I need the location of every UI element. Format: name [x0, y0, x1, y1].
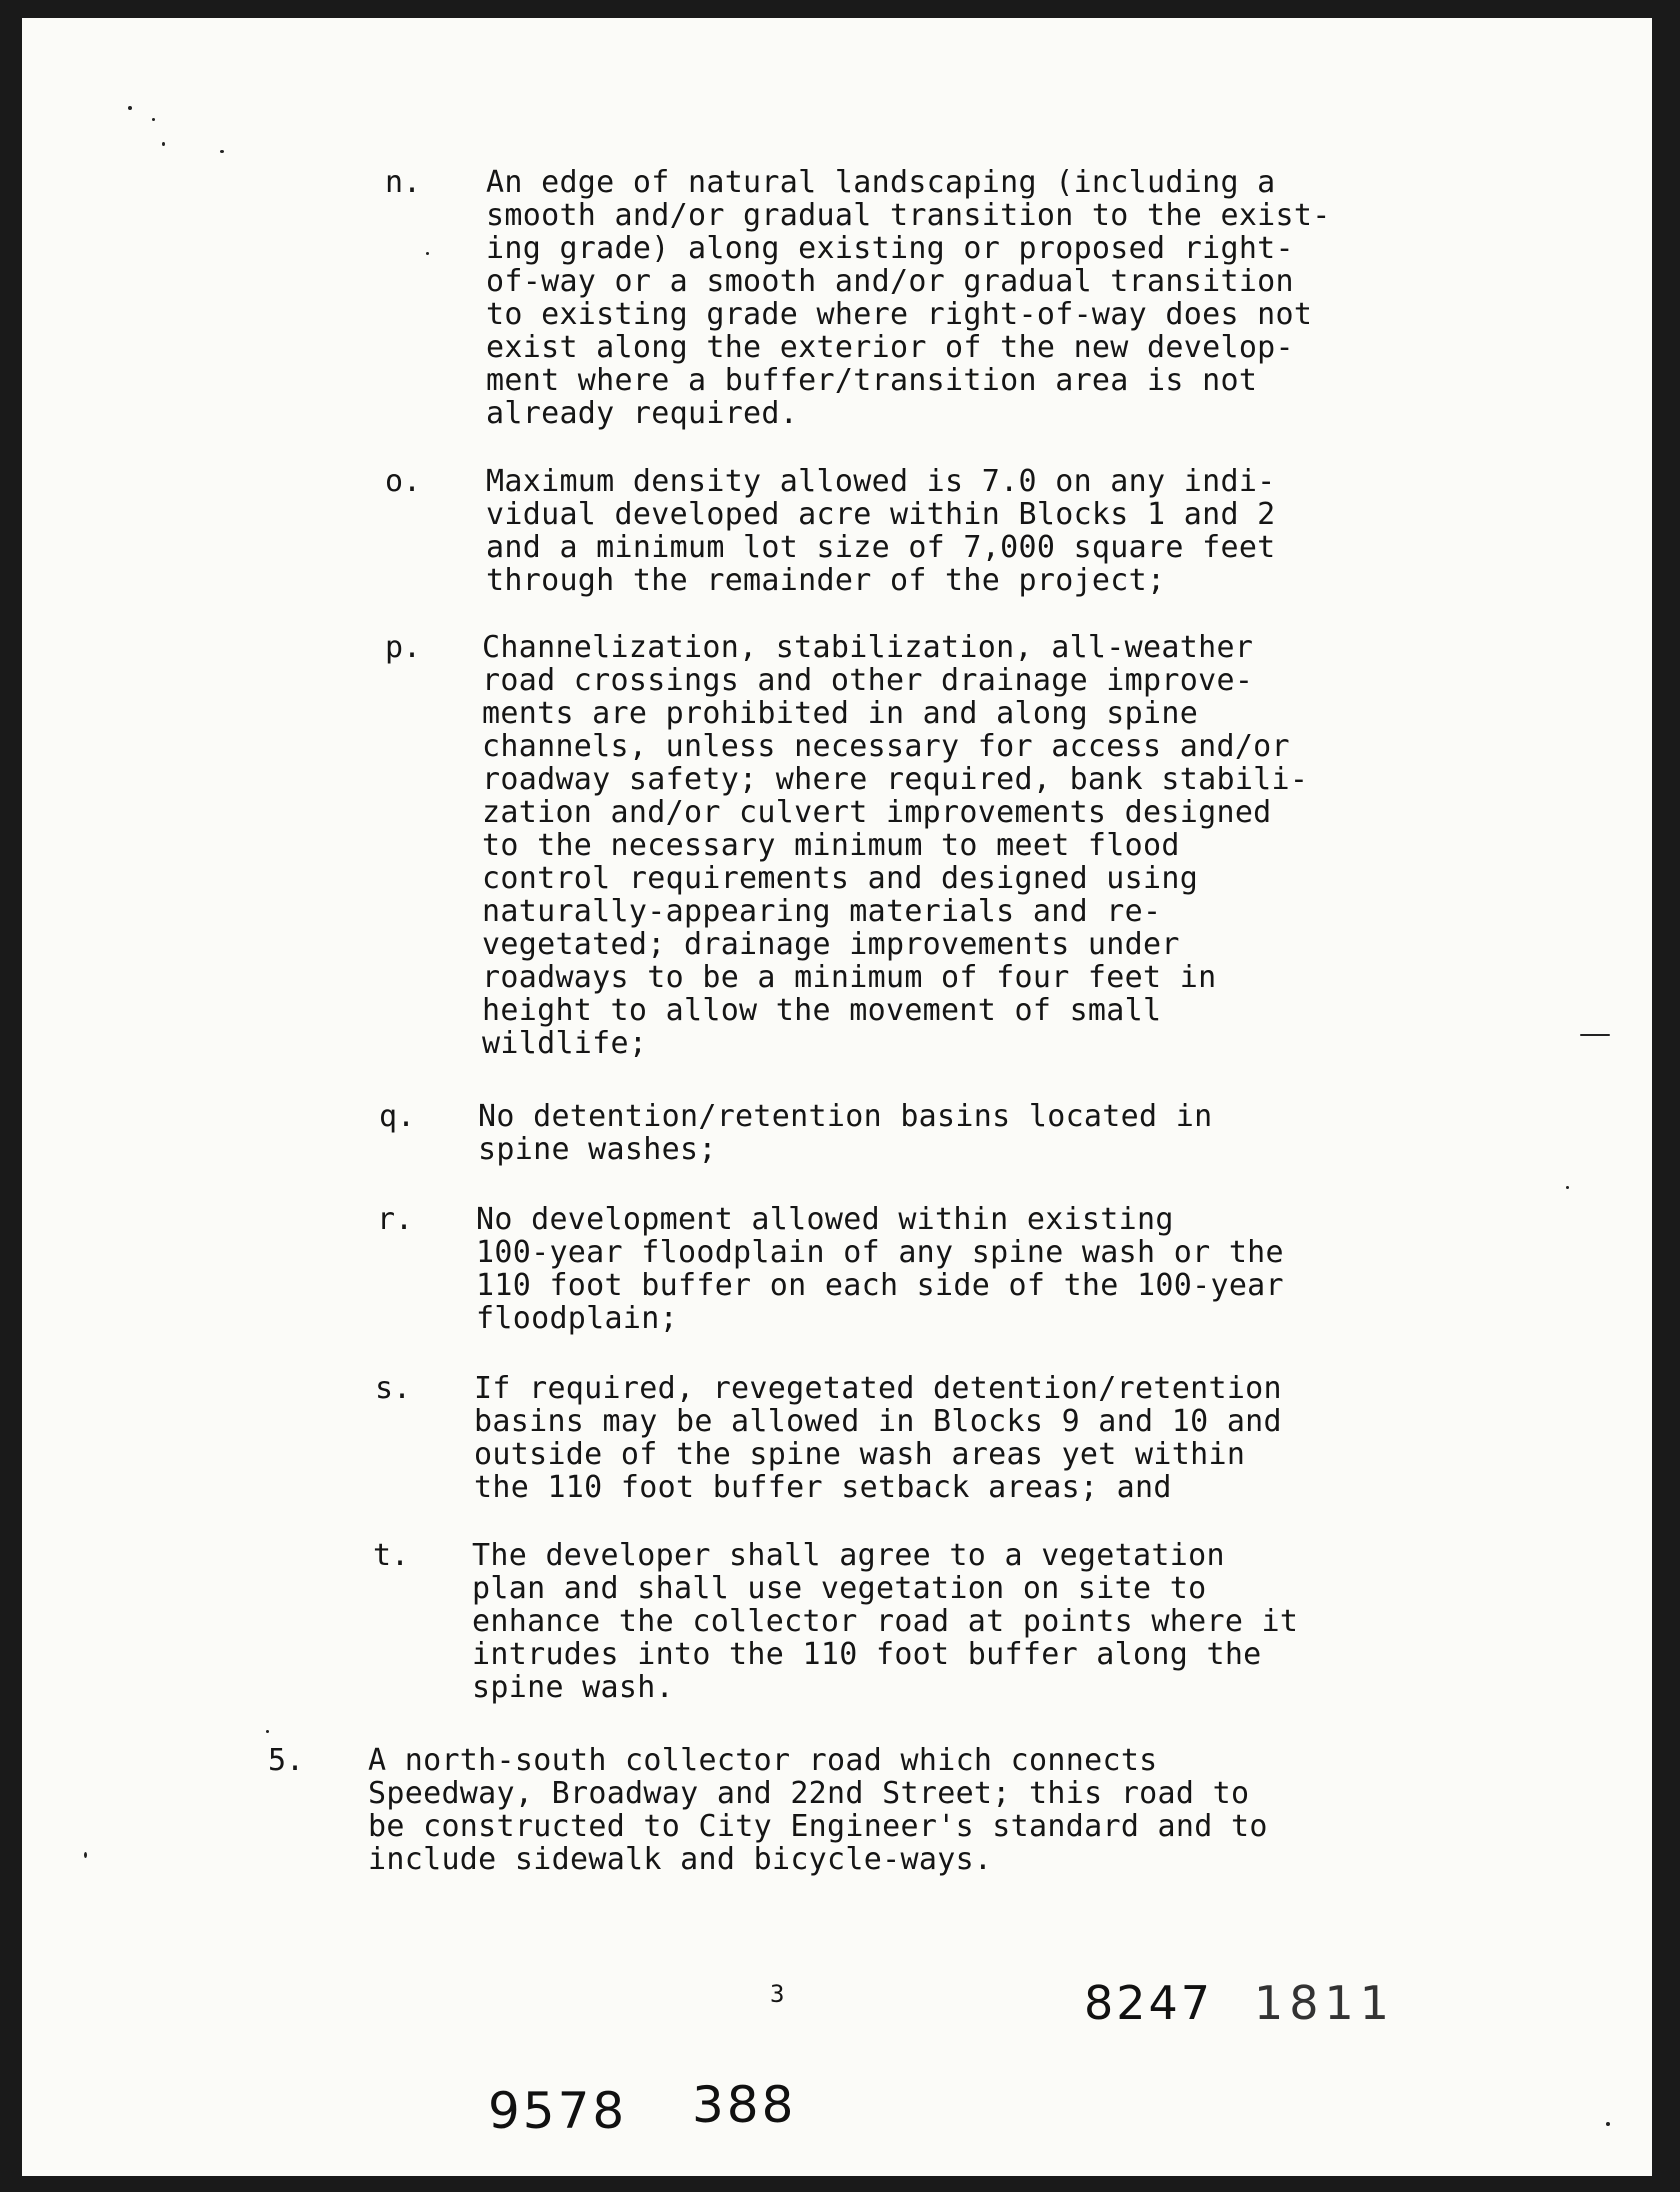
item-t-letter: t. — [373, 1538, 410, 1573]
item-s-text: If required, revegetated detention/retention basins may be allowed in Blocks 9 and 10 and outside of the spine wash areas yet within the 110 foot buffer setback areas; and — [474, 1371, 1282, 1505]
scan-speck — [162, 142, 165, 146]
page-number: 3 — [770, 1980, 785, 2008]
item-5-text: A north-south collector road which connects Speedway, Broadway and 22nd Street; this road to be constructed to City Engineer's standard and to include sidewalk and bicycle-ways. — [368, 1743, 1268, 1877]
item-n-text: An edge of natural landscaping (including a smooth and/or gradual transition to the exist- ing grade) along existing or proposed right- of-way or a smooth and/or gradual transition to existing grade where right-of-way does not exist along the exterior of the new develop- ment where a buffer/transition area is not already required. — [486, 165, 1331, 431]
scan-speck — [128, 106, 132, 110]
scan-speck — [152, 118, 155, 121]
item-o-letter: o. — [385, 464, 422, 499]
scan-speck — [1566, 1186, 1569, 1189]
item-p-letter: p. — [385, 630, 422, 665]
item-5-number: 5. — [268, 1743, 305, 1778]
item-o-text: Maximum density allowed is 7.0 on any indi- vidual developed acre within Blocks 1 and 2 and a minimum lot size of 7,000 square feet through the remainder of the project; — [486, 464, 1276, 598]
scan-speck — [1580, 1034, 1610, 1036]
item-q-letter: q. — [379, 1099, 416, 1134]
page-code-stamp: 1811 — [1254, 1976, 1396, 2030]
docket-stamp: 8247 — [1084, 1976, 1214, 2030]
book-page-stamp: 388 — [692, 2076, 797, 2134]
item-s-letter: s. — [375, 1371, 412, 1406]
item-q-text: No detention/retention basins located in spine washes; — [478, 1099, 1213, 1167]
item-r-text: No development allowed within existing 100-year floodplain of any spine wash or the 110 foot buffer on each side of the 100-year floodplain; — [476, 1202, 1284, 1336]
book-stamp: 9578 — [488, 2082, 628, 2140]
item-r-letter: r. — [377, 1202, 414, 1237]
scan-speck — [426, 252, 429, 255]
document-page — [22, 18, 1652, 2176]
scan-speck — [1606, 2122, 1610, 2126]
scan-speck — [220, 150, 224, 153]
item-n-letter: n. — [385, 165, 422, 200]
item-p-text: Channelization, stabilization, all-weather road crossings and other drainage improve- ments are prohibited in and along spine channels, unless necessary for access and/or roadway safety; where required, bank stabili- zation and/or culvert improvements designed to the necessary minimum to meet flood control requirements and designed using naturally-appearing materials and re- vegetated; drainage improvements under roadways to be a minimum of four feet in height to allow the movement of small wildlife; — [482, 630, 1309, 1061]
item-t-text: The developer shall agree to a vegetation plan and shall use vegetation on site to enhance the collector road at points where it intrudes into the 110 foot buffer along the spine wash. — [472, 1538, 1299, 1705]
scan-speck — [266, 1730, 269, 1733]
scan-speck — [84, 1852, 87, 1858]
